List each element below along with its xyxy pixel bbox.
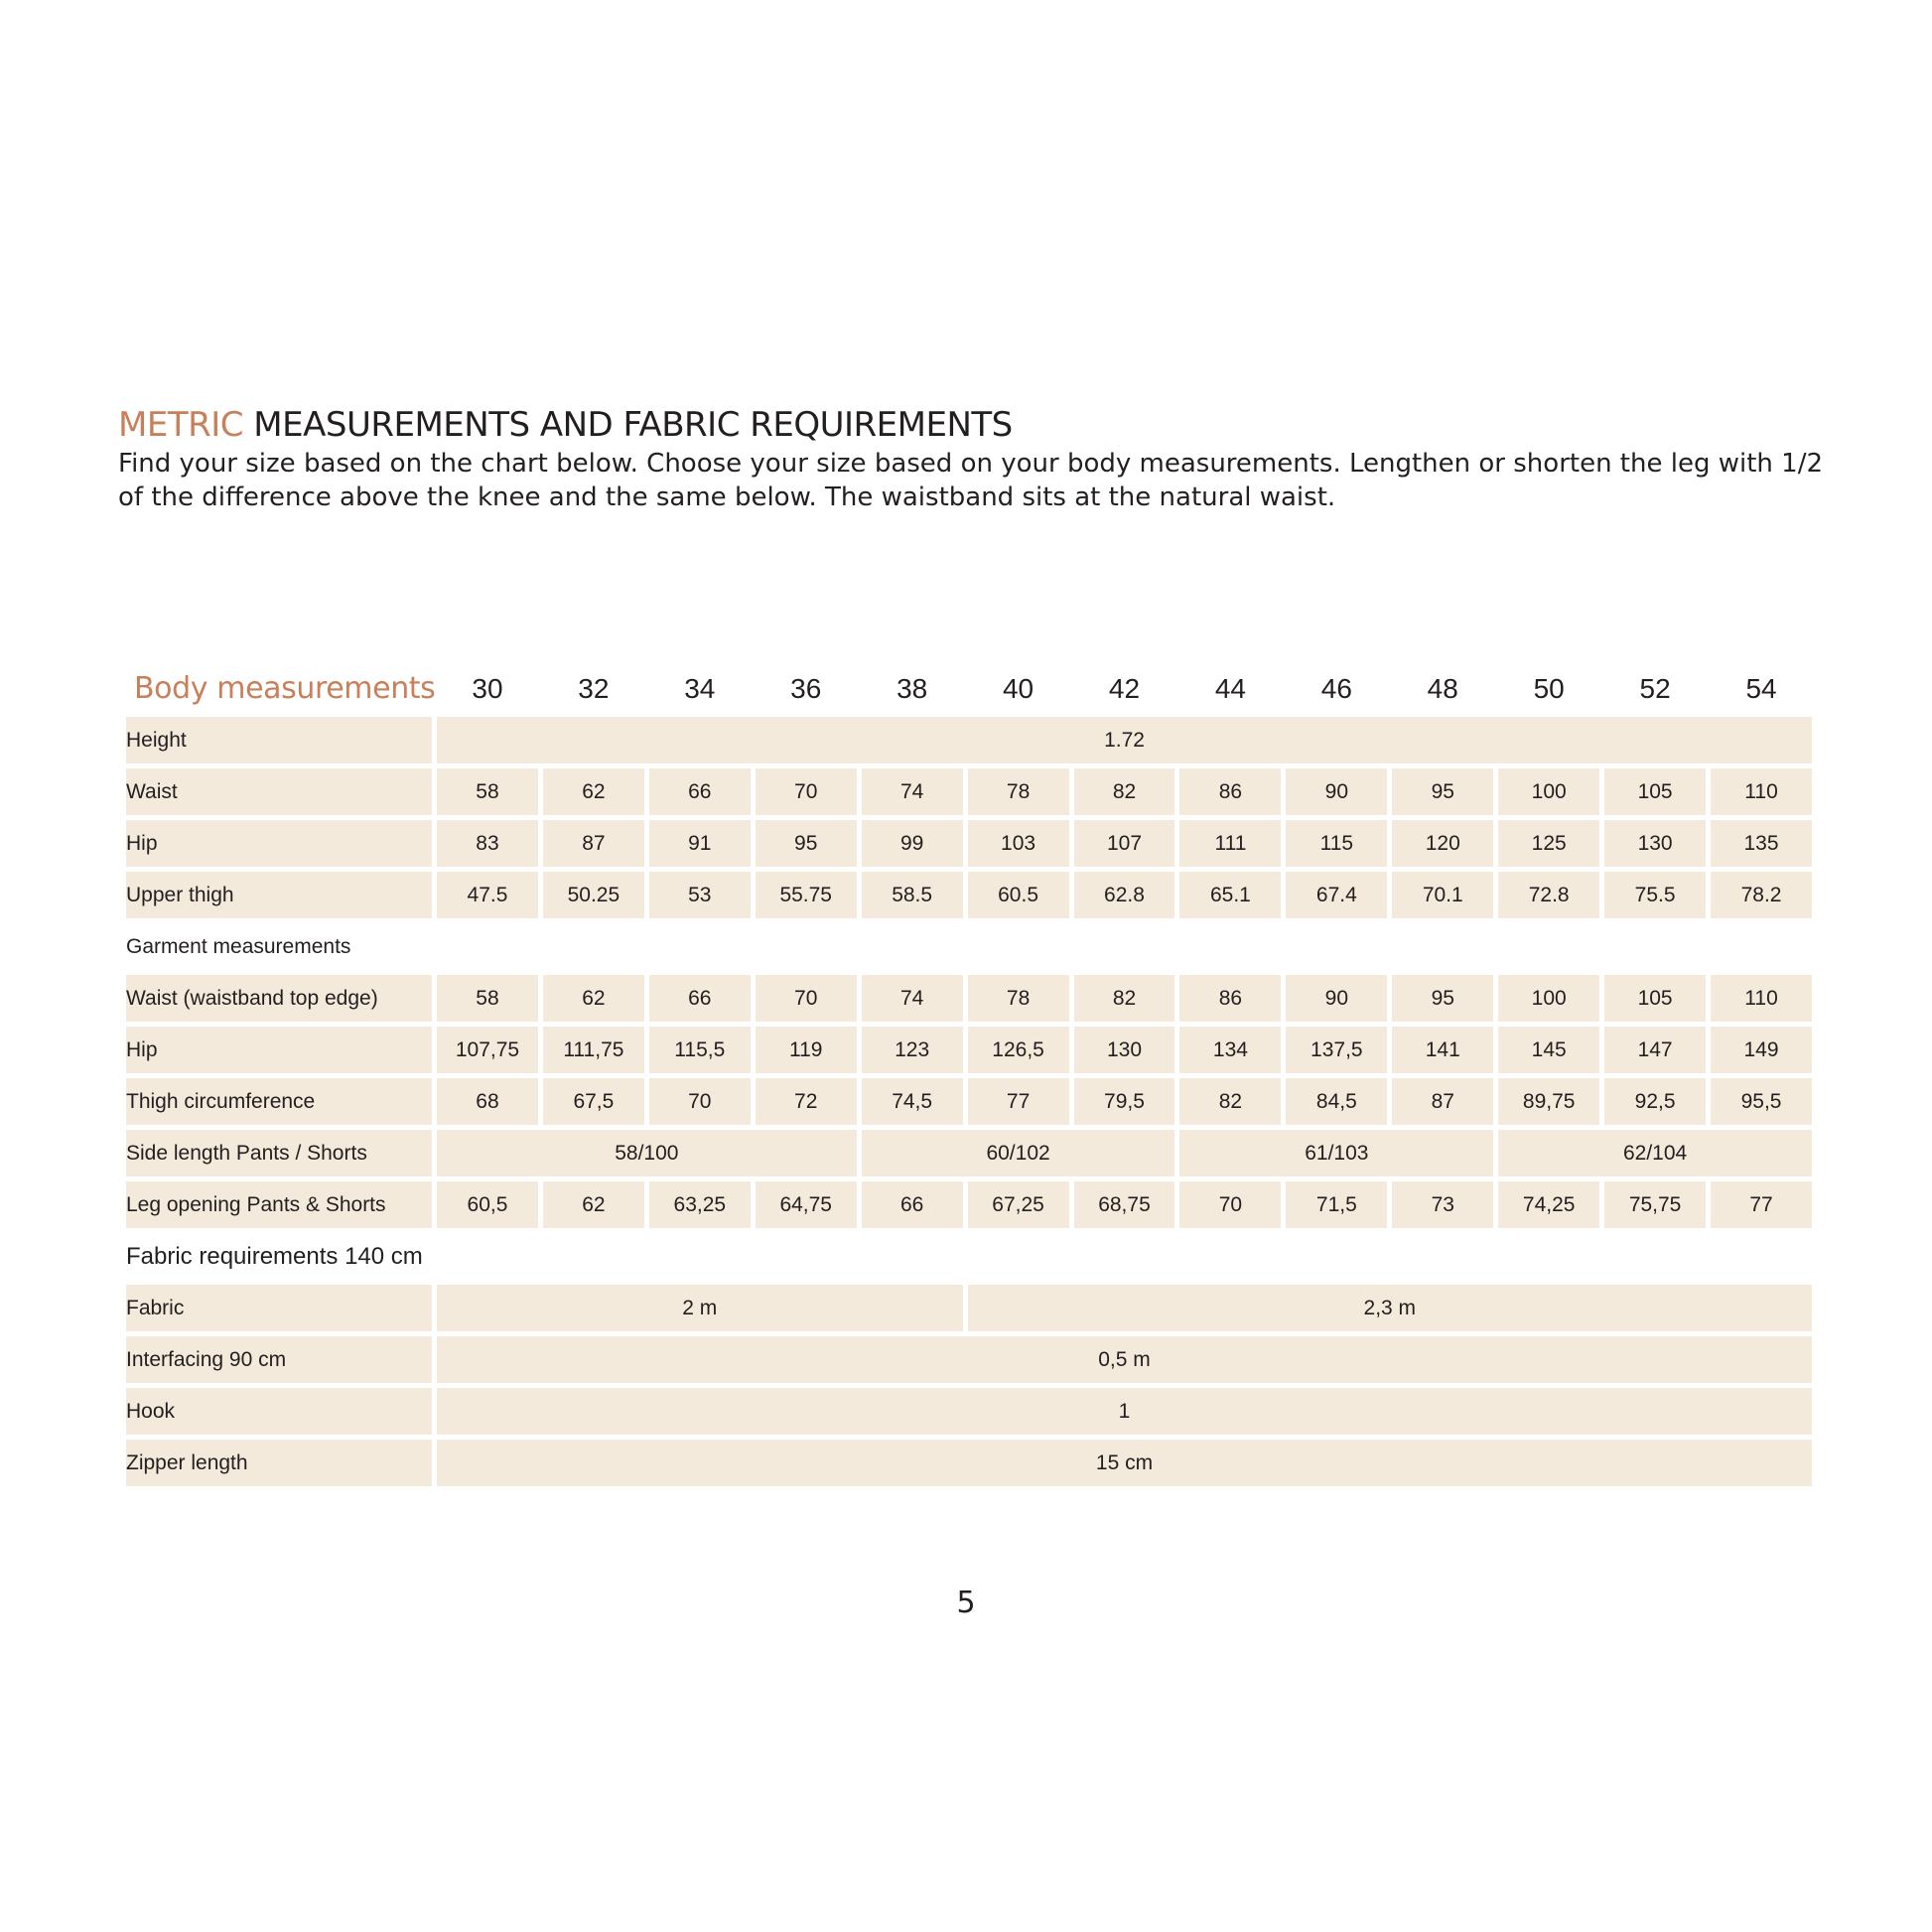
table-cell: 100	[1498, 975, 1599, 1022]
table-cell: 73	[1392, 1181, 1493, 1228]
table-cell: 115,5	[649, 1027, 751, 1073]
row-label: Waist	[126, 768, 432, 815]
page-title	[118, 405, 1013, 445]
table-cell: 55.75	[756, 872, 857, 918]
table-cell: 63,25	[649, 1181, 751, 1228]
table-cell: 65.1	[1179, 872, 1281, 918]
size-header: 52	[1639, 672, 1671, 704]
table-cell: 74,5	[862, 1078, 963, 1125]
table-cell: 147	[1604, 1027, 1706, 1073]
row-label: Waist (waistband top edge)	[126, 975, 432, 1022]
table-cell: 66	[649, 975, 751, 1022]
table-row	[126, 717, 1812, 763]
size-header: 32	[578, 672, 610, 704]
table-cell: 78.2	[1711, 872, 1812, 918]
intro-paragraph: Find your size based on the chart below. Choose your size based on your body measurements. Lengthen or shorten the leg with 1/2 of the difference above the knee and the same below. The waistband sits at the natural waist.	[118, 449, 1824, 512]
row-label: Hip	[126, 820, 432, 867]
section-row	[126, 1233, 1812, 1280]
table-cell: 145	[1498, 1027, 1599, 1073]
table-cell: 60.5	[968, 872, 1069, 918]
table-row	[126, 1285, 1812, 1331]
size-header: 54	[1745, 672, 1777, 704]
table-cell: 70	[649, 1078, 751, 1125]
table-cell: 68	[437, 1078, 538, 1125]
table-cell: 67.4	[1286, 872, 1387, 918]
table-cell: 141	[1392, 1027, 1493, 1073]
table-cell: 123	[862, 1027, 963, 1073]
table-cell: 2 m	[437, 1285, 963, 1331]
table-cell: 115	[1286, 820, 1387, 867]
header-row	[126, 665, 1812, 712]
title-accent: METRIC	[118, 405, 243, 445]
size-header: 44	[1214, 672, 1246, 704]
table-cell: 72.8	[1498, 872, 1599, 918]
table-cell: 130	[1604, 820, 1706, 867]
table-cell: 111,75	[543, 1027, 644, 1073]
table-cell: 82	[1074, 768, 1175, 815]
table-cell: 77	[1711, 1181, 1812, 1228]
table-cell: 75,75	[1604, 1181, 1706, 1228]
table-cell: 105	[1604, 768, 1706, 815]
row-label: Interfacing 90 cm	[126, 1336, 432, 1383]
table-row	[126, 975, 1812, 1022]
table-cell: 135	[1711, 820, 1812, 867]
table-cell: 95	[756, 820, 857, 867]
table-cell: 66	[649, 768, 751, 815]
table-cell: 82	[1074, 975, 1175, 1022]
table-cell: 62/104	[1498, 1130, 1812, 1176]
table-row	[126, 1078, 1812, 1125]
table-cell: 95,5	[1711, 1078, 1812, 1125]
table-cell: 125	[1498, 820, 1599, 867]
table-cell: 126,5	[968, 1027, 1069, 1073]
table-cell: 110	[1711, 975, 1812, 1022]
size-header: 36	[790, 672, 822, 704]
table-cell: 90	[1286, 768, 1387, 815]
row-label: Zipper length	[126, 1440, 432, 1486]
row-label: Height	[126, 717, 432, 763]
table-cell: 86	[1179, 768, 1281, 815]
table-cell: 130	[1074, 1027, 1175, 1073]
row-label: Fabric	[126, 1285, 432, 1331]
table-cell: 70	[756, 975, 857, 1022]
table-cell: 60,5	[437, 1181, 538, 1228]
table-row	[126, 1440, 1812, 1486]
table-cell: 70	[1179, 1181, 1281, 1228]
table-row	[126, 1388, 1812, 1435]
table-cell: 105	[1604, 975, 1706, 1022]
table-cell: 67,25	[968, 1181, 1069, 1228]
table-cell: 119	[756, 1027, 857, 1073]
table-cell: 67,5	[543, 1078, 644, 1125]
table-cell: 107,75	[437, 1027, 538, 1073]
table-cell: 1.72	[437, 717, 1812, 763]
table-cell: 92,5	[1604, 1078, 1706, 1125]
table-cell: 62.8	[1074, 872, 1175, 918]
table-cell: 64,75	[756, 1181, 857, 1228]
table-cell: 107	[1074, 820, 1175, 867]
table-cell: 78	[968, 768, 1069, 815]
size-header: 50	[1533, 672, 1565, 704]
garment-measurements-heading: Garment measurements	[126, 934, 351, 958]
table-cell: 75.5	[1604, 872, 1706, 918]
table-cell: 47.5	[437, 872, 538, 918]
table-row	[126, 1181, 1812, 1228]
table-row	[126, 768, 1812, 815]
table-cell: 60/102	[862, 1130, 1175, 1176]
title-rest: MEASUREMENTS AND FABRIC REQUIREMENTS	[242, 405, 1013, 445]
table-cell: 99	[862, 820, 963, 867]
row-label: Upper thigh	[126, 872, 432, 918]
table-cell: 87	[543, 820, 644, 867]
table-cell: 70	[756, 768, 857, 815]
table-cell: 53	[649, 872, 751, 918]
table-cell: 70.1	[1392, 872, 1493, 918]
table-cell: 62	[543, 975, 644, 1022]
table-cell: 66	[862, 1181, 963, 1228]
row-label: Side length Pants / Shorts	[126, 1130, 432, 1176]
table-cell: 78	[968, 975, 1069, 1022]
row-label: Hip	[126, 1027, 432, 1073]
table-cell: 1	[437, 1388, 1812, 1435]
size-header: 46	[1320, 672, 1352, 704]
table-cell: 111	[1179, 820, 1281, 867]
table-cell: 95	[1392, 975, 1493, 1022]
table-cell: 74,25	[1498, 1181, 1599, 1228]
table-cell: 0,5 m	[437, 1336, 1812, 1383]
size-header: 48	[1427, 672, 1458, 704]
table-cell: 58/100	[437, 1130, 857, 1176]
table-cell: 58	[437, 768, 538, 815]
table-cell: 89,75	[1498, 1078, 1599, 1125]
section-row	[126, 923, 1812, 970]
size-header: 34	[684, 672, 716, 704]
table-cell: 134	[1179, 1027, 1281, 1073]
table-row	[126, 820, 1812, 867]
table-cell: 72	[756, 1078, 857, 1125]
body-measurements-heading: Body measurements	[134, 671, 436, 706]
table-cell: 61/103	[1179, 1130, 1493, 1176]
size-header: 38	[897, 672, 928, 704]
table-cell: 83	[437, 820, 538, 867]
table-cell: 71,5	[1286, 1181, 1387, 1228]
table-cell: 103	[968, 820, 1069, 867]
table-cell: 79,5	[1074, 1078, 1175, 1125]
table-cell: 58	[437, 975, 538, 1022]
table-cell: 58.5	[862, 872, 963, 918]
table-cell: 84,5	[1286, 1078, 1387, 1125]
size-header: 42	[1108, 672, 1141, 704]
fabric-requirements-heading: Fabric requirements 140 cm	[126, 1242, 423, 1270]
table-cell: 110	[1711, 768, 1812, 815]
size-header: 40	[1002, 672, 1035, 704]
table-cell: 62	[543, 1181, 644, 1228]
table-cell: 90	[1286, 975, 1387, 1022]
table-cell: 82	[1179, 1078, 1281, 1125]
table-cell: 2,3 m	[968, 1285, 1812, 1331]
table-cell: 15 cm	[437, 1440, 1812, 1486]
table-row	[126, 872, 1812, 918]
row-label: Hook	[126, 1388, 432, 1435]
table-cell: 87	[1392, 1078, 1493, 1125]
row-label: Leg opening Pants & Shorts	[126, 1181, 432, 1228]
table-cell: 74	[862, 768, 963, 815]
table-cell: 86	[1179, 975, 1281, 1022]
size-header: 30	[472, 672, 503, 704]
table-cell: 95	[1392, 768, 1493, 815]
page-number: 5	[956, 1586, 976, 1620]
table-cell: 68,75	[1074, 1181, 1175, 1228]
row-label: Thigh circumference	[126, 1078, 432, 1125]
size-chart-table	[121, 660, 1817, 1491]
table-cell: 91	[649, 820, 751, 867]
table-cell: 149	[1711, 1027, 1812, 1073]
table-row	[126, 1027, 1812, 1073]
table-cell: 120	[1392, 820, 1493, 867]
table-cell: 74	[862, 975, 963, 1022]
table-row	[126, 1130, 1812, 1176]
table-cell: 62	[543, 768, 644, 815]
table-cell: 137,5	[1286, 1027, 1387, 1073]
table-cell: 77	[968, 1078, 1069, 1125]
table-row	[126, 1336, 1812, 1383]
table-cell: 100	[1498, 768, 1599, 815]
table-cell: 50.25	[543, 872, 644, 918]
